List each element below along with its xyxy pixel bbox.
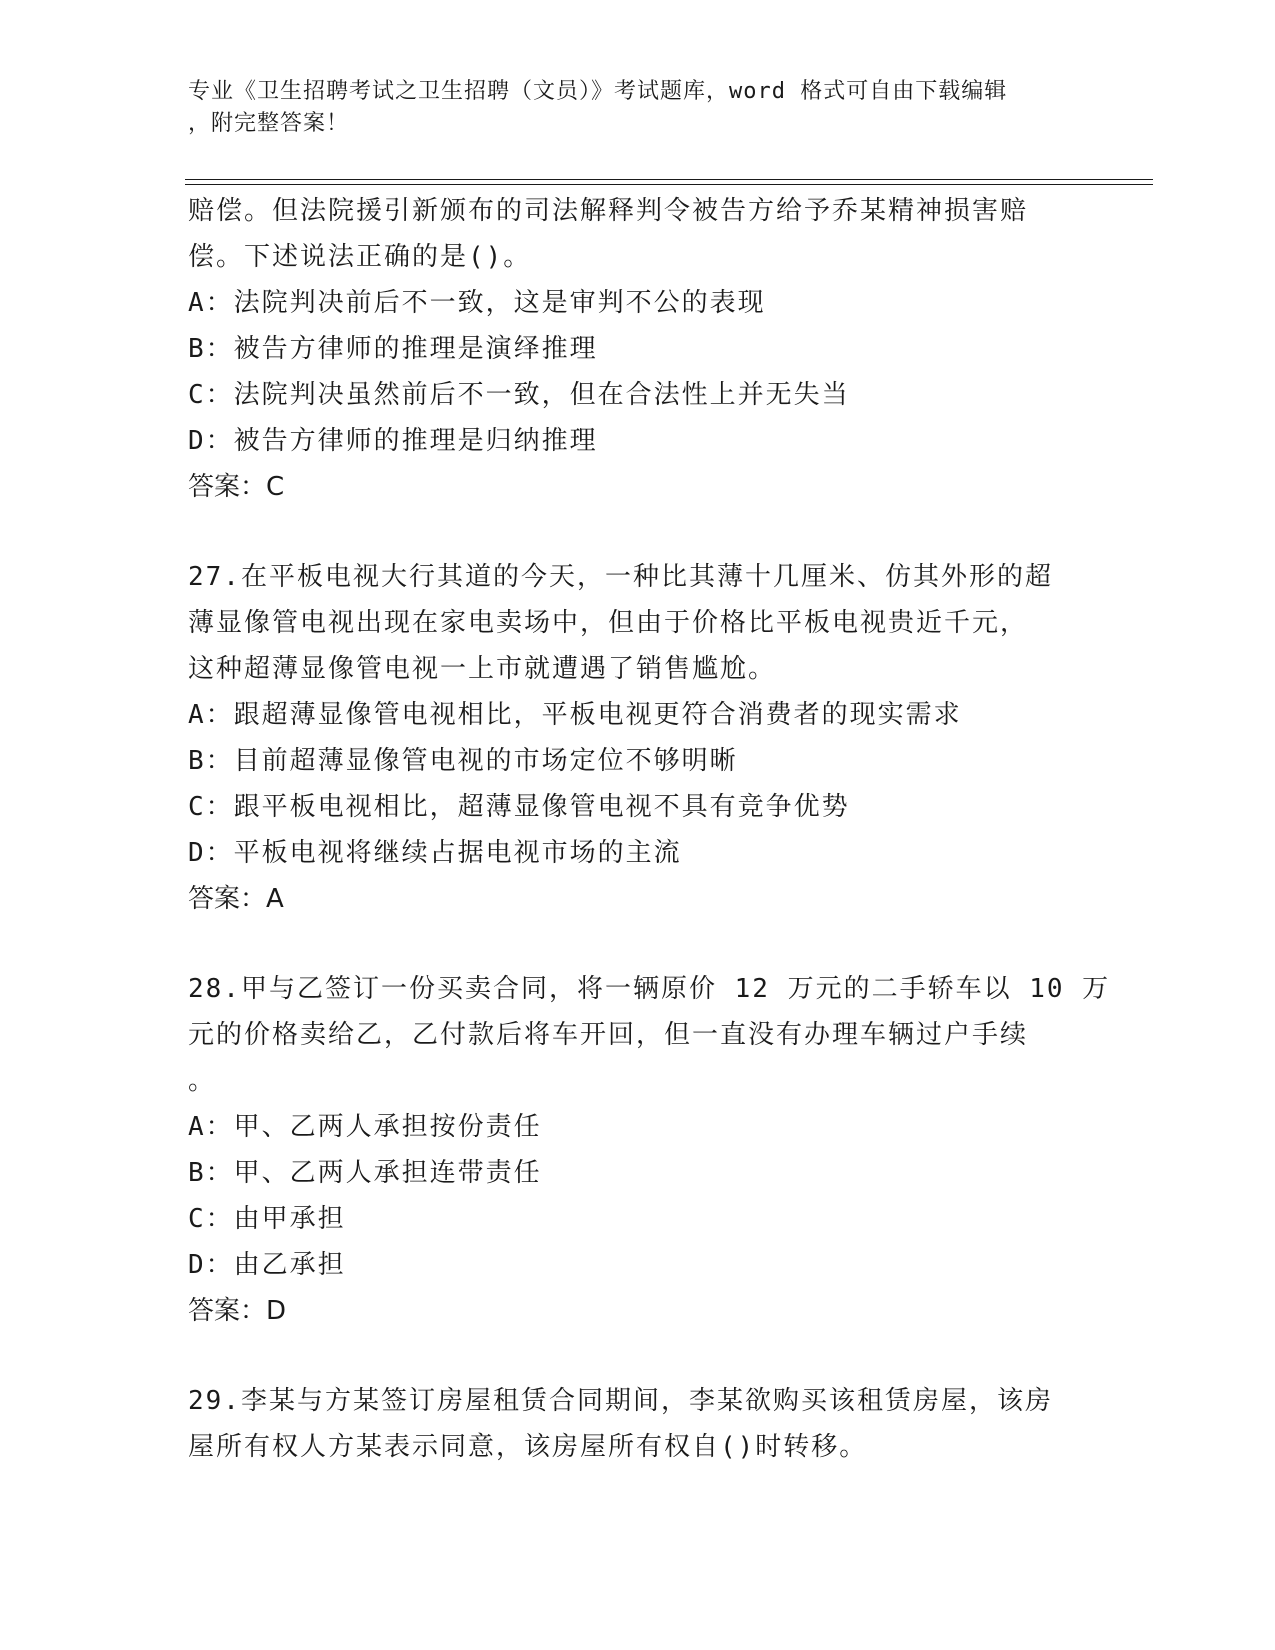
- answer-label: 答案：C: [188, 472, 285, 502]
- question-text-line: 。: [188, 1066, 217, 1096]
- question-text-line: 屋所有权人方某表示同意，该房屋所有权自()时转移。: [188, 1432, 868, 1462]
- header-line-2: ，附完整答案！: [188, 111, 350, 136]
- question-text-line: 元的价格卖给乙，乙付款后将车开回，但一直没有办理车辆过户手续: [188, 1020, 1029, 1050]
- question-29: [188, 1378, 1088, 1470]
- question-26-continued: [188, 188, 1088, 510]
- header-divider-bottom: [185, 184, 1153, 185]
- option-d: D：由乙承担: [188, 1250, 346, 1280]
- option-a: A：甲、乙两人承担按份责任: [188, 1112, 542, 1142]
- question-text-line: 薄显像管电视出现在家电卖场中，但由于价格比平板电视贵近千元，: [188, 608, 1029, 638]
- header-line-1: 专业《卫生招聘考试之卫生招聘（文员）》考试题库，word 格式可自由下载编辑: [188, 79, 1008, 104]
- option-d: D：被告方律师的推理是归纳推理: [188, 426, 598, 456]
- question-28: [188, 966, 1111, 1334]
- answer-label: 答案：A: [188, 884, 284, 914]
- question-text-line: 29.李某与方某签订房屋租赁合同期间，李某欲购买该租赁房屋，该房: [188, 1386, 1053, 1416]
- question-text-line: 赔偿。但法院援引新颁布的司法解释判令被告方给予乔某精神损害赔: [188, 196, 1029, 226]
- option-a: A：跟超薄显像管电视相比，平板电视更符合消费者的现实需求: [188, 700, 962, 730]
- option-c: C：法院判决虽然前后不一致，但在合法性上并无失当: [188, 380, 850, 410]
- page-header: [188, 76, 1068, 140]
- option-b: B：被告方律师的推理是演绎推理: [188, 334, 598, 364]
- question-text-line: 偿。下述说法正确的是()。: [188, 242, 532, 272]
- answer-label: 答案：D: [188, 1296, 287, 1326]
- option-d: D：平板电视将继续占据电视市场的主流: [188, 838, 682, 868]
- question-list: [188, 188, 1111, 1470]
- question-text-line: 28.甲与乙签订一份买卖合同，将一辆原价 12 万元的二手轿车以 10 万: [188, 974, 1111, 1004]
- question-text-line: 这种超薄显像管电视一上市就遭遇了销售尴尬。: [188, 654, 777, 684]
- question-27: [188, 554, 1088, 922]
- option-c: C：跟平板电视相比，超薄显像管电视不具有竞争优势: [188, 792, 850, 822]
- option-a: A：法院判决前后不一致，这是审判不公的表现: [188, 288, 766, 318]
- header-divider-top: [185, 179, 1153, 180]
- question-text-line: 27.在平板电视大行其道的今天，一种比其薄十几厘米、仿其外形的超: [188, 562, 1053, 592]
- option-b: B：甲、乙两人承担连带责任: [188, 1158, 542, 1188]
- option-b: B：目前超薄显像管电视的市场定位不够明晰: [188, 746, 738, 776]
- option-c: C：由甲承担: [188, 1204, 346, 1234]
